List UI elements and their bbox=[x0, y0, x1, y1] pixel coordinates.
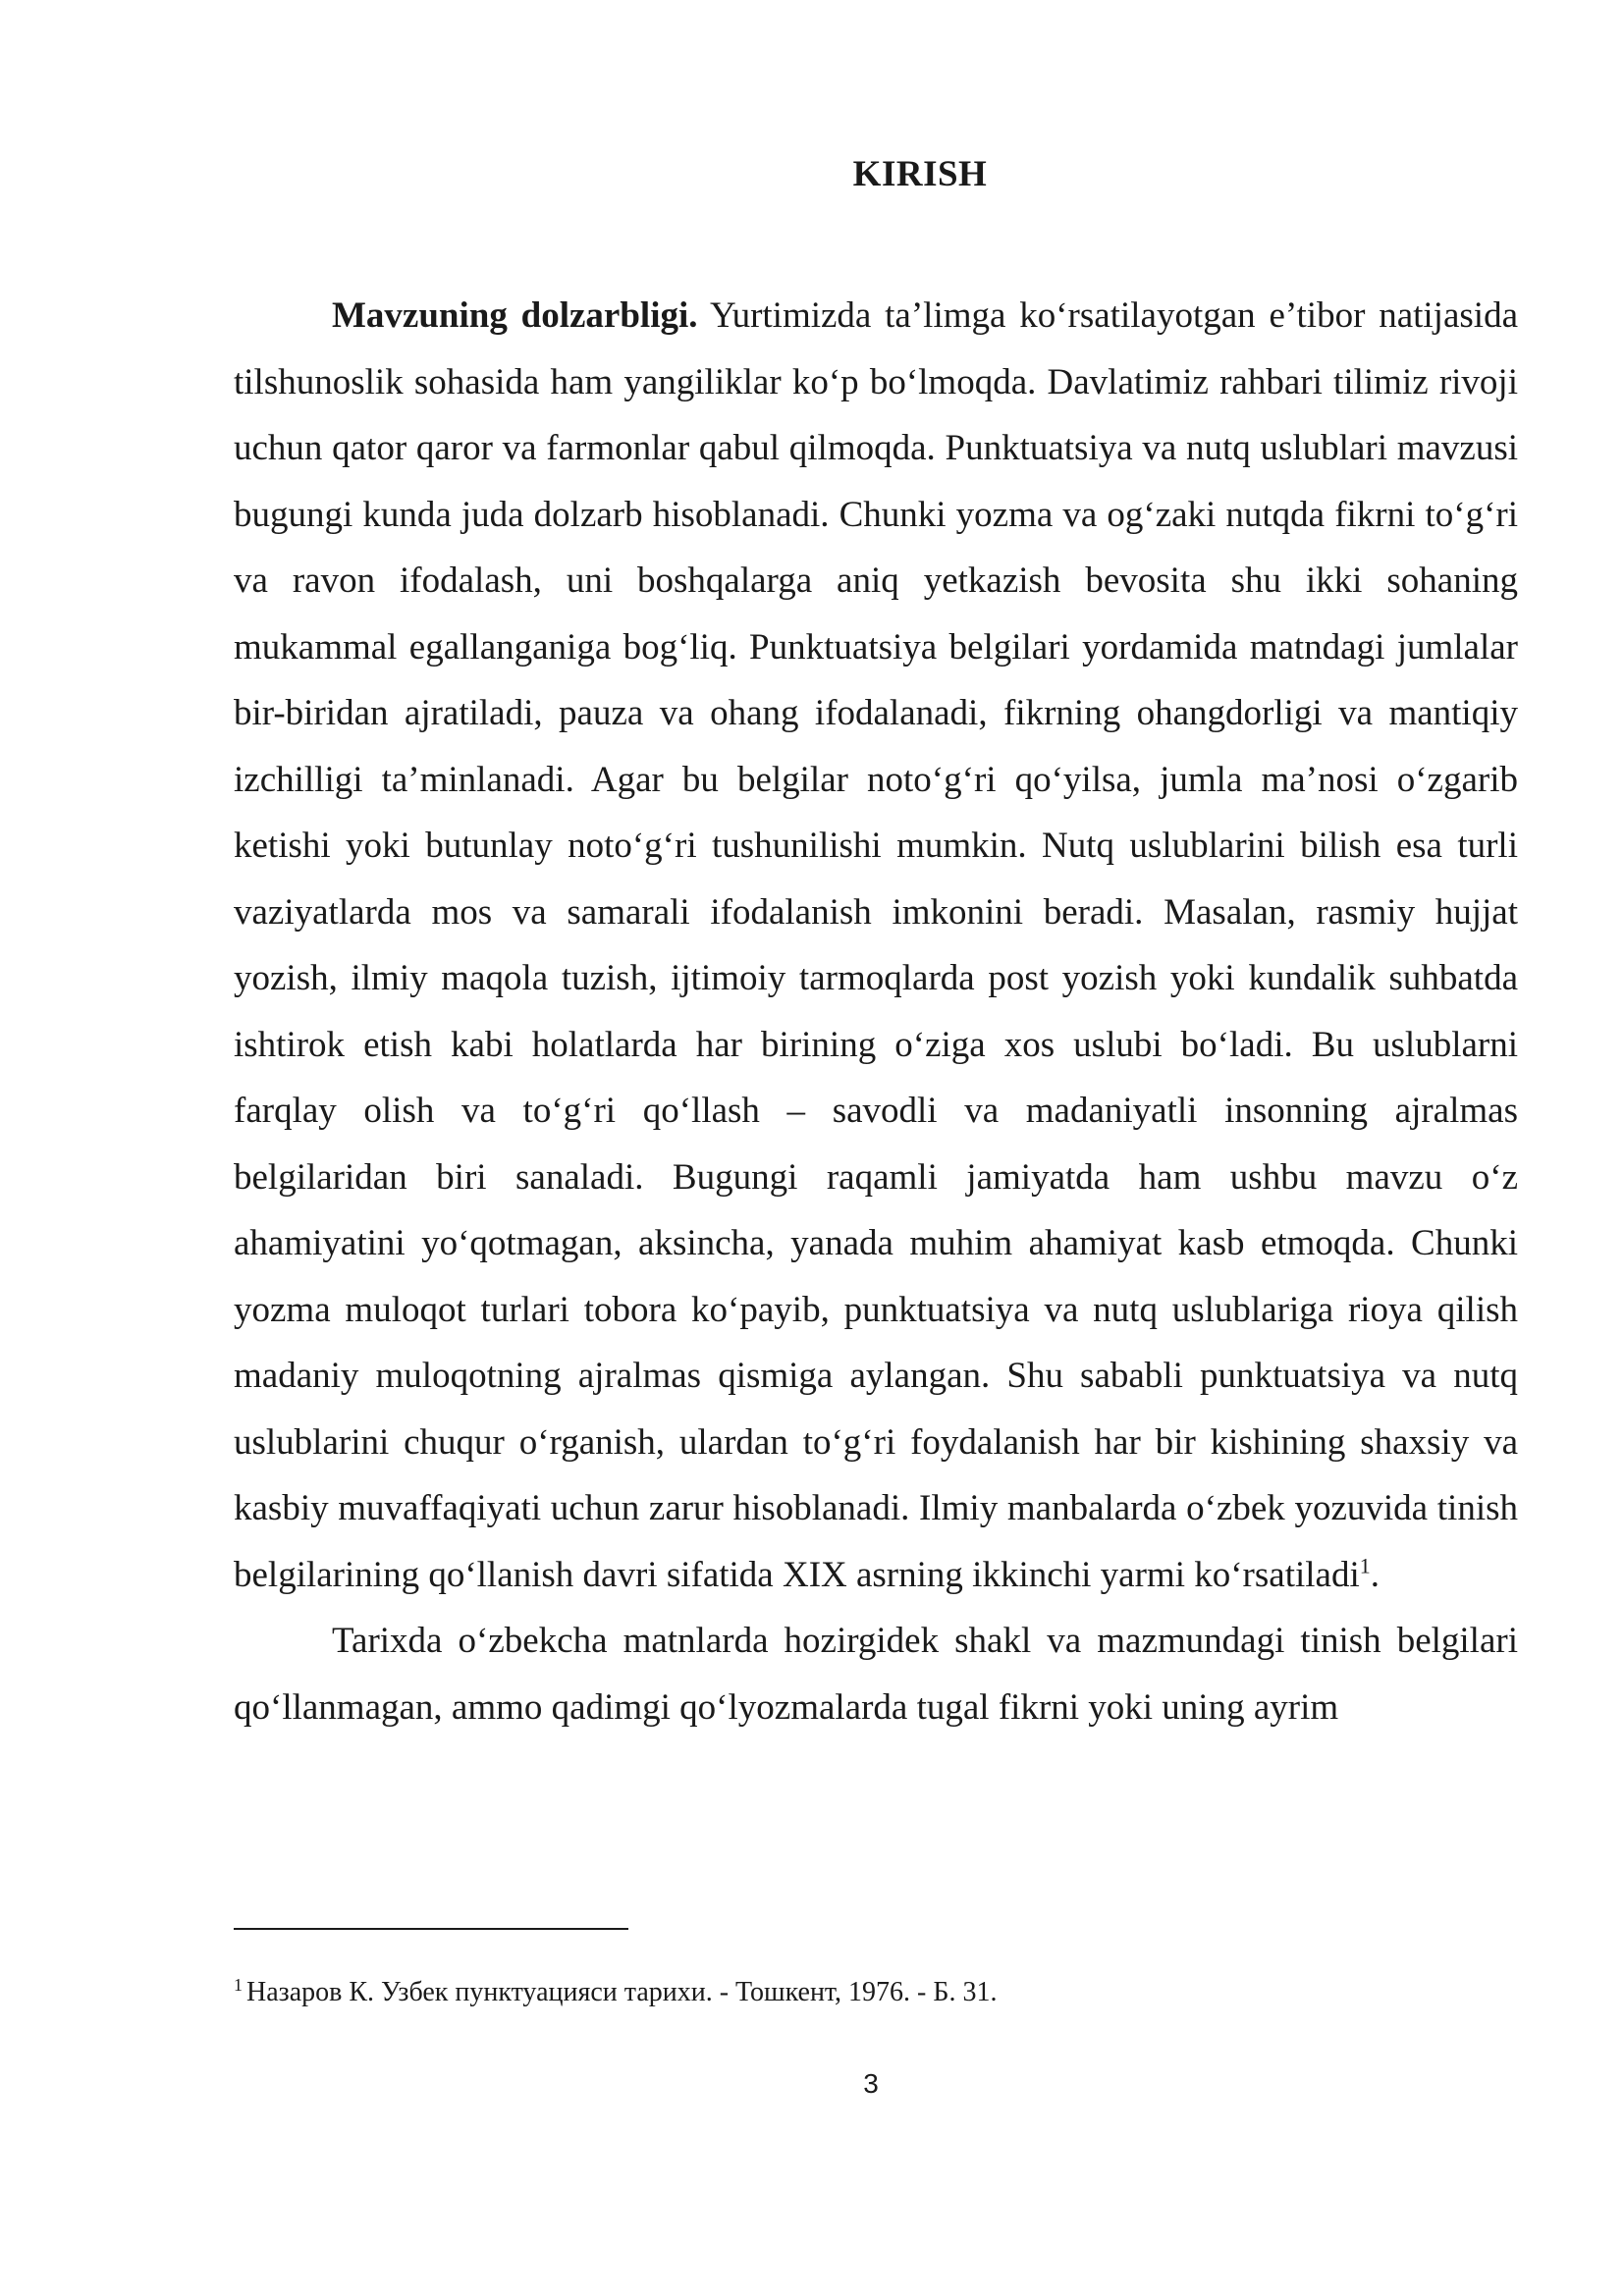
paragraph-text: Tarixda o‘zbekcha matnlarda hozirgidek shakl va mazmundagi tinish belgilari qo‘llanmagan, ammo qadimgi qo‘lyozmalarda tugal fikrni yoki uning ayrim bbox=[234, 1621, 1518, 1728]
page-number: 3 bbox=[863, 2068, 879, 2099]
footnote-reference[interactable]: 1 bbox=[1359, 1553, 1371, 1578]
body-text bbox=[234, 283, 1518, 1740]
footnote-text: Назаров К. Узбек пунктуацияси тарихи. - Тошкент, 1976. - Б. 31. bbox=[246, 1977, 998, 2007]
paragraph-lead: Mavzuning dolzarbligi. bbox=[332, 295, 698, 336]
paragraph-text: Yurtimizda ta’limga ko‘rsatilayotgan e’tibor natijasida tilshunoslik sohasida ham yangiliklar ko‘p bo‘lmoqda. Davlatimiz rahbari tilimiz rivoji uchun qator qaror va farmonlar qabul qilmoqda. Punktuatsiya va nutq uslublari mavzusi bugungi kunda juda dolzarb hisoblanadi. Chunki yozma va og‘zaki nutqda fikrni to‘g‘ri va ravon ifodalash, uni boshqalarga aniq yetkazish bevosita shu ikki sohaning mukammal egallanganiga bog‘liq. Punktuatsiya belgilari yordamida matndagi jumlalar bir-biridan ajratiladi, pauza va ohang ifodalanadi, fikrning ohangdorligi va mantiqiy izchilligi ta’minlanadi. Agar bu belgilar noto‘g‘ri qo‘yilsa, jumla ma’nosi o‘zgarib ketishi yoki butunlay noto‘g‘ri tushunilishi mumkin. Nutq uslublarini bilish esa turli vaziyatlarda mos va samarali ifodalanish imkonini beradi. Masalan, rasmiy hujjat yozish, ilmiy maqola tuzish, ijtimoiy tarmoqlarda post yozish yoki kundalik suhbatda ishtirok etish kabi holatlarda har birining o‘ziga xos uslubi bo‘ladi. Bu uslublarni farqlay olish va to‘g‘ri qo‘llash – savodli va madaniyatli insonning ajralmas belgilaridan biri sanaladi. Bugungi raqamli jamiyatda ham ushbu mavzu o‘z ahamiyatini yo‘qotmagan, aksincha, yanada muhim ahamiyat kasb etmoqda. Chunki yozma muloqot turlari tobora ko‘payib, punktuatsiya va nutq uslublariga rioya qilish madaniy muloqotning ajralmas qismiga aylangan. Shu sababli punktuatsiya va nutq uslublarini chuqur o‘rganish, ulardan to‘g‘ri foydalanish har bir kishining shaxsiy va kasbiy muvaffaqiyati uchun zarur hisoblanadi. Ilmiy manbalarda o‘zbek yozuvida tinish belgilarining qo‘llanish davri sifatida XIX asrning ikkinchi yarmi ko‘rsatiladi bbox=[234, 295, 1518, 1595]
footnote-number: 1 bbox=[234, 1974, 243, 1995]
paragraph-end: . bbox=[1370, 1554, 1380, 1595]
footnote-separator bbox=[234, 1928, 628, 1930]
footnote bbox=[234, 1975, 1518, 2010]
paragraph-history bbox=[234, 1608, 1518, 1740]
paragraph-relevance bbox=[234, 283, 1518, 1608]
section-heading: KIRISH bbox=[852, 154, 988, 194]
